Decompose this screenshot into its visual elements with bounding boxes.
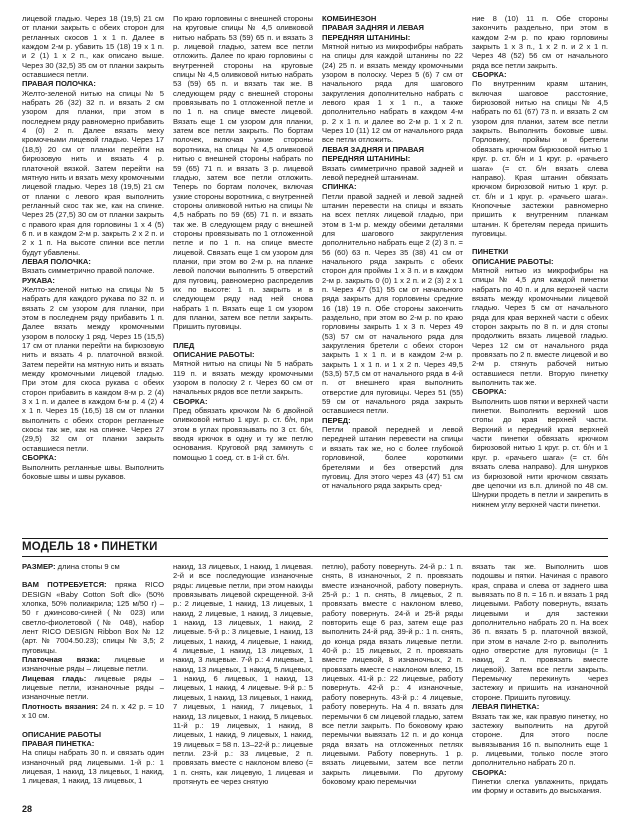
paragraph: Пинетки слегка увлажнить, придать им форму и оставить до высыхания. xyxy=(472,776,608,796)
article-column-4 xyxy=(472,14,608,532)
paragraph: На спицы набрать 30 п. и связать один изнаночный ряд лицевыми. 1-й р.: 1 лицевая, 1 накид, 13 лицевых, 1 накид, 1 лицевая, 1 накид, 13 лицевых, 1 xyxy=(22,748,164,786)
model-title: МОДЕЛЬ 18 • ПИНЕТКИ xyxy=(22,541,158,553)
model-column-3 xyxy=(322,562,463,810)
section-heading: ПИНЕТКИ xyxy=(472,247,509,257)
paragraph: Желто-зеленой нитью на спицы № 5 набрать для каждого рукава по 32 п. и вязать 2 см узором для планки, при этом в последнем ряду прибавить 1 п. Далее вязать между кромочными узором в полоску 1 ряд. Через 15 (15,5) 17 см от планки перейти на бирюзовую нить и вязать 4 р. платочной вязкой. Затем перейти на мятную нить и вязать между кромочными лицевой гладью. При этом для скоса рукава с обеих сторон прибавить в каждом 8-м р. 2 (4) 3 х 1 п. и далее в каждом 6-м р. 4 (2) 4 х 1 п. Через 15 (16,5) 18 см от планки выполнить с обеих сторон регланные скосы так же, как на спинке. Через 27 (29,5) 32 см от планки закрыть оставшиеся петли. xyxy=(22,284,164,453)
paragraph: лицевой гладью. Через 18 (19,5) 21 см от планки закрыть с обеих сторон для регланных скосов 1 х 1 п. Далее в каждом 2-м р. убавить 15 (18) 19 х 1 п. и 2 (1) 1 х 2 п., как описано выше. Через 30 (32,5) 35 см от планки закрыть оставшиеся петли. xyxy=(22,14,164,80)
stitch-label: Лицевая гладь: xyxy=(22,673,87,683)
stitch-text: лицевые и изнаночные ряды – лицевые петли. xyxy=(22,655,164,674)
gauge-text: 24 п. х 42 р. = 10 х 10 см. xyxy=(22,701,164,721)
section-heading: ОПИСАНИЕ РАБОТЫ: xyxy=(173,350,255,360)
article-column-2 xyxy=(173,14,313,532)
page-number: 28 xyxy=(22,804,33,814)
paragraph: Петли правой передней и левой передней штанин перевести на спицы и вязать так же, но с более глубокой горловиной, более короткими бретелями и без отверстий для пуговиц. Для этого через 43 (47) 51 см от начального ряда закрыть сред- xyxy=(322,425,463,491)
size-label: РАЗМЕР: xyxy=(22,562,56,571)
section-heading: СБОРКА: xyxy=(472,70,507,80)
section-heading: ЛЕВАЯ ПОЛОЧКА: xyxy=(22,256,91,266)
section-heading: КОМБИНЕЗОН xyxy=(322,14,377,23)
section-heading: СБОРКА: xyxy=(472,767,507,777)
materials-text: пряжа RICO DESIGN «Baby Cotton Soft dk» (50% хлопка, 50% полиакрила; 125 м/50 г) – 50 г джинсово-синей (№ 023) или светло-фиолетовой (№ 048), набор лент RICO DESIGN Ribbon Box № 12 (арт. № 7004.50.23); спицы № 3,5; 2 пуговицы. xyxy=(22,580,164,655)
section-heading: ПРАВАЯ ЗАДНЯЯ И ЛЕВАЯ ПЕРЕДНЯЯ ШТАНИНЫ: xyxy=(322,23,424,42)
section-heading: ПРАВАЯ ПОЛОЧКА: xyxy=(22,79,96,89)
section-heading: ЛЕВАЯ ЗАДНЯЯ И ПРАВАЯ ПЕРЕДНЯЯ ШТАНИНЫ: xyxy=(322,144,424,164)
section-heading: РУКАВА: xyxy=(22,275,55,285)
paragraph: По краю горловины с внешней стороны на круговые спицы № 4,5 оливковой нитью набрать 53 (59) 65 п. и вязать 3 р. лицевой гладью, затем все петли отложить. Далее по краю горловины с внутренней стороны на круговые спицы № 4,5 оливковой нитью набрать 53 (59) 65 п. и вязать так же. В следующем ряду с внешней стороны провязывать по 1 отложенной петле и по 1 п. на спице вместе лицевой. Вязать еще 1 см узором для планки, затем все петли закрыть. По бортам полочек, включая узкие стороны воротника, на спицы № 4,5 оливковой нитью с внешней стороны набрать по 59 (65) 71 п. и вязать 3 р. лицевой гладью, затем все петли отложить. Теперь по бортам полочек, включая узкие стороны воротника, с внутренней стороны оливковой нитью на спицы № 4,5 набрать по 59 (65) 71 п. и вязать так же. В следующем ряду с внешней стороны провязывать по 1 отложенной петле и по 1 п. на спице вместе лицевой. Связать еще 1 см узором для планки, при этом во 2-м р. на планке левой полочки выполнить 5 отверстий для пуговиц, равномерно распределив их по высоте: 1 п. закрыть и в следующем ряду над ней снова набрать 1 п. Вязать еще 1 см узором для планки, затем все петли закрыть. Пришить пуговицы. xyxy=(173,14,313,332)
article-column-3 xyxy=(322,14,463,532)
model-column-2 xyxy=(173,562,313,810)
stitch-label: Платочная вязка: xyxy=(22,655,100,665)
paragraph: вязать так же. Выполнить шов подошвы и пятки. Начиная с правого края, справа и слева от заднего шва вывязать по 8 п. = 16 п. и вязать 1 ряд лицевыми. Работу повернуть, вязать лицевыми и для застежки дополнительно набрать 20 п. На всех 36 п. вязать 5 р. платочной вязкой, при этом в начале 2-го р. выполнить одно отверстие для пуговицы (= 1 накид, 2 п. провязать вместе лицевой). Затем все петли закрыть. Перемычку перекинуть через застежку и пришить на изнаночной стороне. Пришить пуговицу. xyxy=(472,562,608,702)
size-line xyxy=(22,562,164,571)
section-heading: ПЕРЕД: xyxy=(322,415,351,425)
section-heading: ПЛЕД xyxy=(173,340,195,350)
paragraph: Вязать так же, как правую пинетку, но застежку выполнить на другой стороне. Для этого после вывязывания 16 п. выполнить еще 1 р. лицевыми, только после этого дополнительно набрать 20 п. xyxy=(472,711,608,768)
stitch-paragraph xyxy=(22,674,164,702)
section-heading: СБОРКА: xyxy=(173,396,208,406)
paragraph: Мятной нитью на спицы № 5 набрать 119 п. и вязать между кромочными узором в полоску 2 г. Через 60 см от начальных рядов все петли закрыть. xyxy=(173,359,313,397)
model-column-1 xyxy=(22,562,164,810)
section-heading: СПИНКА: xyxy=(322,182,357,192)
materials-label: ВАМ ПОТРЕБУЕТСЯ: xyxy=(22,580,107,590)
paragraph: Мятной нитью из микрофибры набрать на спицы для каждой штанины по 22 (24) 25 п. и вязать между кромочными узором в полоску. Через 5 (6) 7 см от начального ряда для шагового закругления дополнительно набрать с левого края 1 х 1 п., а также дополнительно набрать в каждом 4-м р. 2 х 1 п. и далее во 2-м р. 1 х 2 п. Через 10 (11) 12 см от начального ряда все петли отложить. xyxy=(322,42,463,145)
article-column-1 xyxy=(22,14,164,532)
paragraph: Вязать симметрично правой задней и левой передней штанинам. xyxy=(322,163,463,182)
paragraph: Желто-зеленой нитью на спицы № 5 набрать 26 (32) 32 п. и вязать 2 см узором для планки, при этом в последнем ряду равномерно прибавить 4 (0) 2 п. Далее вязать меху кромочными лицевой гладью. Через 17 (18,5) 20 см от планки перейти на бирюзовую нить и вязать 4 р. платочной вязкой. Затем перейти на мятную нить и вязать меху кромочными лицевой гладью. Через 18 (19,5) 21 см от планки с левого края выполнить регланный скос так же, как на спинке. Через 25 (27,5) 30 см от планки закрыть с правого края для горловины 1 х 4 (5) 6 п. и в каждом 2-м р. закрыть 2 х 2 п. и 2 х 1 п. На высоте спинки все петли будут убавлены. xyxy=(22,88,164,257)
paragraph: петлю), работу повернуть. 24-й р.: 1 п. снять, 8 изнаночных, 2 п. провязать вместе изнаночной, работу повернуть. 25-й р.: 1 п. снять, 8 лицевых, 2 п. провязать вместе с наклоном влево, работу повернуть. 24-й и 25-й ряды повторить еще 6 раз, затем еще раз выполнить 24-й ряд. 39-й р.: 1 п. снять, до конца ряда вязать лицевые петли. 40-й р.: 15 лицевых, 2 п. провязать вместе лицевой, 8 изнаночных, 2 п. провязать вместе с наклоном влево, 15 лицевых. 41-й р.: 22 лицевые, работу повернуть. 42-й р.: 4 изнаночные, работу повернуть. 43-й р.: 4 лицевые, работу повернуть. На 4 п. вязать для перемычки 6 см лицевой гладью, затем все петли закрыть. По боковому краю перемычки вывязать 12 п. и до конца ряда вязать на отложенных петлях лицевыми. Работу повернуть. 1 р. вязать лицевыми, затем все петли закрыть лицевыми. По другому боковому краю перемычки xyxy=(322,562,463,786)
gauge-paragraph xyxy=(22,702,164,721)
paragraph: Выполнить шов пятки и верхней части пинетки. Выполнить верхний шов стопы до края верхней части. Верхний и передний края верхней части пинетки обвязать крючком бирюзовой нитью 1 круг. р. ст. б/н и 1 круг. р. «рачьего шага» (= ст. б/н вязать слева направо). Для шнурков из бирюзовой нити крючком связать две цепочки из в.п. длиной по 48 см. Шнурки продеть в петли и закрепить в нижнем углу верхней части пинетки. xyxy=(472,396,608,509)
paragraph: Вязать симметрично правой полочке. xyxy=(22,266,155,276)
section-heading: СБОРКА: xyxy=(472,387,507,397)
paragraph: Мятной нитью из микрофибры на спицы № 4,5 для каждой пинетки набрать по 40 п. и для верхней части вязать между кромочными лицевой гладью. Через 5 см от начального ряда для края верхней части с обеих сторон закрыть по 8 п. и для стопы продолжить вязать лицевой гладью. Через 12 см от начального ряда провязать по 2 п. вместе лицевой и во 2-м р. стянуть рабочей нитью оставшиеся петли. Вторую пинетку выполнить так же. xyxy=(472,265,608,388)
section-heading: ЛЕВАЯ ПИНЕТКА: xyxy=(472,702,540,712)
section-heading: СБОРКА: xyxy=(22,453,57,463)
divider xyxy=(22,556,608,557)
paragraph: Петли правой задней и левой задней штанин перевести на спицы и вязать на всех петлях лицевой гладью, при этом в 1-м р. между обеими деталями для шагового закругления дополнительно набрать еще 2 (2) 3 п. = 56 (60) 63 п. Через 35 (38) 41 см от начального ряда закрыть с обеих сторон для проймы 1 х 3 п. и в каждом 2-м р. закрыть 0 (0) 1 х 2 п. и 2 (3) 2 х 1 п. Через 47 (51) 55 см от начального ряда закрыть для горловины средние 16 (18) 19 п. Обе стороны закончить раздельно, при этом во 2-м р. по краю горловины закрыть 1 х 3 п. Через 49 (53) 57 см от начального ряда для закругления бретели с обеих сторон закрыть 1 х 1 п. и в каждом 2-м р. закрыть 1 х 1 п. и 1 х 2 п. Через 49,5 (53,5) 57,5 см от начального ряда в 4-й п. от внешнего края выполнить отверстие для пуговицы. Через 51 (55) 59 см от начального ряда закрыть оставшиеся петли. xyxy=(322,191,463,416)
section-heading: ПРАВАЯ ПИНЕТКА: xyxy=(22,738,95,748)
materials-paragraph xyxy=(22,580,164,655)
paragraph: Выполнить регланные швы. Выполнить боковые швы и швы рукавов. xyxy=(22,462,164,481)
paragraph: Пред обвязать крючком № 6 двойной оливковой нитью 1 круг. р. ст. б/н, при этом в углах провязывать по 3 ст. б/н, вводя крючок в одну и ту же петлю основания. Круговой ряд замкнуть с помощью 1 соед. ст. в 1-й ст. б/н. xyxy=(173,406,313,462)
size-text: длина стопы 9 см xyxy=(57,562,120,571)
gauge-label: Плотность вязания: xyxy=(22,701,99,711)
paragraph: накид, 13 лицевых, 1 накид, 1 лицевая. 2-й и все последующие изнаночные ряды: лицевые петли, при этом накиды провязывать лицевой скрещенной. 3-й р.: 2 лицевые, 1 накид, 13 лицевых, 1 накид, 2 лицевые, 1 накид, 3 лицевые, 1 накид, 13 лицевых, 1 накид, 2 лицевые. 5-й р.: 3 лицевые, 1 накид, 13 лицевых, 1 накид, 4 лицевые, 1 накид, 4 лицевые, 1 накид, 13 лицевых, 1 накид, 3 лицевые. 7-й р.: 4 лицевые, 1 накид, 13 лицевых, 1 накид, 5 лицевых, 1 накид, 6 лицевых, 1 накид, 13 лицевых, 1 накид, 4 лицевые. 9-й р.: 5 лицевых, 1 накид, 13 лицевых, 1 накид, 7 лицевых, 1 накид, 7 лицевых, 1 накид, 13 лицевых, 1 накид, 5 лицевых. 11-й р.: 19 лицевых, 1 накид, 8 лицевых, 1 накид, 9 лицевых, 1 накид, 19 лицевых = 58 п. 13–22-й р.: лицевые петли. 23-й р.: 33 лицевые, 2 п. провязать вместе с наклоном влево (= 1 п. снять, как лицевую, 1 лицевая и протянуть ее через снятую xyxy=(173,562,313,786)
section-heading: ОПИСАНИЕ РАБОТЫ xyxy=(22,729,102,739)
model-column-4 xyxy=(472,562,608,810)
section-heading: ОПИСАНИЕ РАБОТЫ: xyxy=(472,256,554,266)
paragraph: ние 8 (10) 11 п. Обе стороны закончить раздельно, при этом в каждом 2-м р. по краю горловины закрыть 1 х 3 п., 1 х 2 п. и 2 х 1 п. Через 48 (52) 56 см от начального ряда все петли закрыть. xyxy=(472,14,608,70)
paragraph: По внутренним краям штанин, включая шаговое расстояние, бирюзовой нитью на спицы № 4,5 набрать по 61 (67) 73 п. и вязать 2 см узором для планки, затем все петли закрыть. Выполнить боковые швы. Горловину, проймы и бретели обвязать крючком бирюзовой нитью 1 круг. р. ст. б/н и 1 круг. р. «рачьего шага» (= ст. б/н вязать слева направо). Края штанин обвязать крючком бирюзовой нитью 1 круг. р. ст. б/н и 1 круг. р. «рачьего шага». Кнопочные застежки равномерно пришить к внутренним планкам штанин. К бретелям переда пришить пуговицы. xyxy=(472,79,608,238)
stitch-paragraph xyxy=(22,655,164,674)
stitch-text: лицевые ряды – лицевые петли, изнаночные ряды – изнаночные петли. xyxy=(22,673,164,702)
